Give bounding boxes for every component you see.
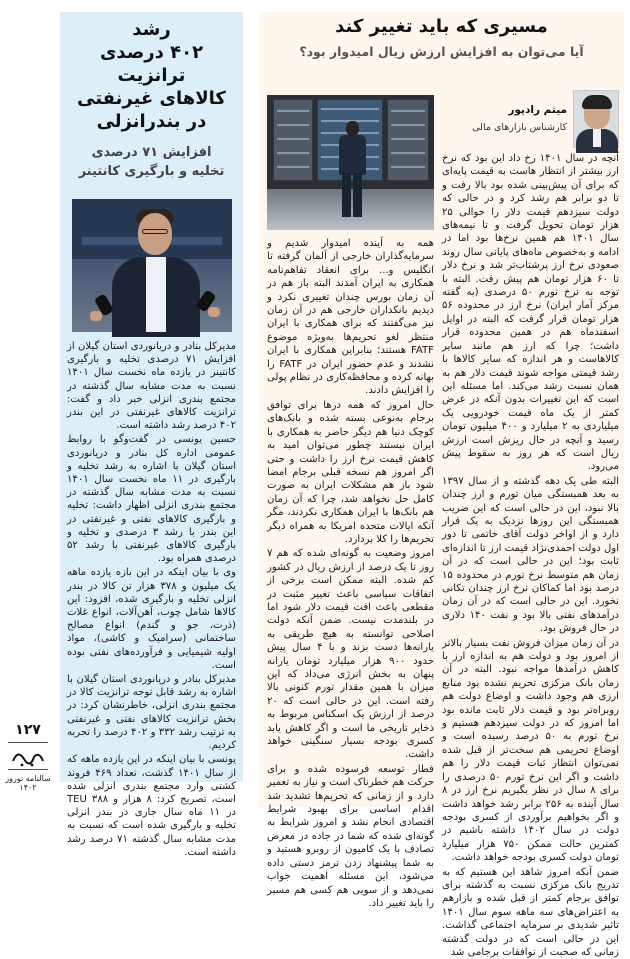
sidebar-title-line: ۴۰۲ درصدی xyxy=(99,42,204,63)
magazine-logo xyxy=(8,742,48,770)
official-photo xyxy=(72,199,232,332)
logo-glyph-icon xyxy=(8,743,48,771)
paragraph: فطار توسعه فرسوده شده و برای حرکت هم خطرناک است و نیاز به تعمیر دارد و از زمانی که تحریم‌ها تشدید شد اقدام اساسی برای بهبود شرایط اقتصادی انجام نشد و امروز شرایط به گونه‌ای شده که شما در جاده در معرض تصادف با یک کامیون از روبرو هستید و به شما پیشنهاد زدن ترمز دستی داده می‌شود، این مسئله اهمیت جواب نمی‌دهد و از سویی هم کسی هم مسیر را باید تغییر داد. xyxy=(267,763,434,909)
paragraph: وی با بیان اینکه در این بازه یازده ماهه یک میلیون و ۳۷۸ هزار تن کالا در بندر انزلی تخلیه و بارگیری شده، افزود: این کالاها شامل چوب، آهن‌آلات، انواع غلات (ذرت، جو و گندم) انواع مصالح ساختمانی (سرامیک و کاشی)، مواد اولیه شیمیایی و فرآورده‌های نفتی بوده است. xyxy=(67,567,236,671)
sidebar-subtitle xyxy=(60,143,243,181)
paragraph: امروز وضعیت به گونه‌ای شده که هم ۷ روز تا یک درصد از ارزش ریال در کشور کم شده. البته ممکن است برخی از اتفاقات سیاسی باعث تغییر مثبت در مقطعی باعث افت قیمت دلار شود اما در بلندمدت نیست. ضمن آنکه دولت اصلاحی توانسته به هیچ طریقی به یارانه‌ها دست بزند و با ۴ سال پیش حدود ۹۰۰ هزار میلیارد تومان یارانه پنهان به بخش انرژی می‌داد که این میزان با همین مقدار تورم کنونی بالا رفته است. این در حالی است که ۲۰ درصد از ارزش یک اسکناس مربوط به ذخایر تاریخی ما است و اگر کاهش یابد کسری بودجه بسیار سنگینی خواهد داشت. xyxy=(267,548,434,761)
sidebar-title-line: ترانزیت xyxy=(117,65,186,86)
main-article xyxy=(259,12,624,958)
sidebar-title-line: در بندرانزلی xyxy=(96,111,207,132)
author-photo xyxy=(573,90,619,148)
author-role: کارشناس بازارهای مالی xyxy=(472,122,567,133)
paragraph: البته طی یک دهه گذشته و از سال ۱۳۹۷ به بعد همبستگی میان تورم و ارز چندان بالا نبود، این در حالی است که این ضریب همبستگی این روزها نزدیک به یک قرار دارد و از اواخر دولت آقای خاتمی تا دور اول دولت احمدی‌نژاد قیمت ارز تا اندازه‌ای ثابت بود؛ این در حالی است که در آن زمان هم متوسط نرخ تورم در محدوده ۱۵ درصد بود اما کماکان نرخ ارز چندان تکانی نخورد. این در حالی است که در آن زمان درآمدهای نفتی بالا بود و نفت ۱۴۰ دلاری در حال فروش بود. xyxy=(441,475,619,635)
paragraph: مدیرکل بنادر و دریانوردی استان گیلان با اشاره به رشد قابل توجه ترانزیت کالا در مجتمع بندری انزلی، خاطرنشان کرد: در بخش ترانزیت کالاهای نفتی و غیرنفتی به ترتیب رشد ۳۳۲ و ۴۰۲ درصد را تجربه کردیم. xyxy=(67,674,236,752)
paragraph: حال امروز که همه درها برای توافق برجام به‌نوعی بسته شده و بانک‌های کوچک دنیا هم دیگر حاضر به همکاری با ایران نیستند چطور می‌توان امید به کاهش قیمت نرخ ارز را داشت و حتی اگر امروز هم نسخه قبلی برجام امضا شود باز هم مشکلات ایران به صورت کامل حل نخواهد شد، چرا که آن زمان هم بانک‌ها با ایران همکاری نکردند، مگر آنکه ایالات متحده امریکا به همراه دیگر تحریم‌ها را کلا بردارد. xyxy=(267,399,434,545)
paragraph: آنچه در سال ۱۴۰۱ رخ داد این بود که نرخ ارز بیشتر از انتظار هاست به قیمت پایه‌ای که برای آن پیش‌بینی شده بود بالا رفت و تا دو برابر هم رشد کرد و در حالی که دولت سیزدهم قیمت دلار را حوالی ۲۵ هزار تومان تحویل گرفت و تا نیمه‌های سال ۱۴۰۱ هم همین نرخ‌ها بود اما در ادامه و به‌خصوص ماه‌های پایانی سال روند صعودی نرخ ارز پرشتاب‌تر شد و نرخ دلار تا ۶۰ هزار تومان هم پیش رفت. البته با توجه به نرخ تورم ۵۰ درصدی (به گفته مرکز آمار ایران) نرخ ارز در محدوده ۵۶ هزار تومان قرار گرفت که البته در اوایل اسفندماه هم در همین محدوده قرار داشت؛ چرا که ارز هم مانند سایر کالاهاست و هر اندازه که سایر کالاها با رشد قیمتی مواجه شوند قیمت دلار هم به همان نسبت رشد می‌کند. اما مسئله این است که این تغییرات بدون آنکه در عرض کمتر از یک ماه قیمت خودرویی یک میلیاردی به ۲ میلیارد و ۴۰۰ میلیون تومان رسید و آنچه در حال ریزش است ارزش ریال است که هر روز به سقوط پیش می‌رود. xyxy=(442,153,619,473)
paragraph: ضمن آنکه امروز شاهد این هستیم که به تدریج بانک مرکزی نسبت به گذشته برای توافق برجام کمتر از قبل شده و بازارهم به اعتراض‌های سه ماهه سوم سال ۱۴۰۱ تاثیر شدیدی بر سرمایه اجتماعی گذاشت. این در حالی است که در دولت گذشته زمانی که صحبت از توافقات برجامی شد xyxy=(442,866,619,958)
sidebar-body xyxy=(60,332,243,859)
paragraph: مدیرکل بنادر و دریانوردی استان گیلان از افزایش ۷۱ درصدی تخلیه و بارگیری کانتینر در یازده ماه نخست سال ۱۴۰۱ نسبت به مدت مشابه سال گذشته در مجتمع بندری انزلی خبر داد و گفت: ترانزیت کالاهای غیرنفتی در این بندر ۴۰۲ درصد رشد داشته است. xyxy=(67,341,236,432)
author-box xyxy=(442,90,619,150)
author-name: میثم رادپور xyxy=(508,104,567,116)
sidebar-news xyxy=(60,12,243,858)
paragraph: همه به آینده امیدوار شدیم و سرمایه‌گذاران خارجی از آلمان گرفته تا انگلیس و... برای انعقاد تفاهم‌نامه همکاری به ایران آمدند البته باز هم در آن زمان بورس چندان تغییری نکرد و دیدیم بانکداران خارجی هم در آن زمان نیز می‌گفتند که برای همکاری با ایران منتظر لغو تحریم‌ها به‌ویژه موضوع FATF هستند؛ بنابراین همکاری با ایران نشدند و عدم حضور ایران در FATF را بهانه کرده و محافظه‌کاری در نظام پولی را افزایش دادند. xyxy=(267,238,434,397)
page-number: ۱۲۷ xyxy=(15,722,41,738)
issue-label: سالنامه نوروز ۱۴۰۲ xyxy=(5,774,51,792)
paragraph: در آن زمان میزان فروش نفت بسیار بالاتر از امروز بود و دولت هم به اندازه ارز با کاهش درآمدها مواجه نبود. البته در آن زمان بانک مرکزی تحریم نشده بود منابع ارزی هم وجود داشت و اوضاع دولت هم روبراه‌تر بود و قیمت دلار ثابت مانده بود اما امروز که در دولت سیزدهم هستیم و نرخ تورم به ۵۰ درصد رسیده است و اوضاع تحریمی هم سخت‌تر از قبل شده نمی‌توان انتظار ثبات قیمت دلار را هم داشت و اگر این نرخ تورم ۵۰ درصدی را برای ۸ سال در نظر بگیریم نرخ ارز در ۸ سال آینده به ۲۵۶ برابر رشد خواهد داشت و اگر بخواهیم برآوردی از کسری بودجه دولت در سال ۱۴۰۲ داشته باشیم در کمترین حالت ممکن ۷۵۰ هزار میلیارد تومان دولت کسری بودجه خواهد داشت. xyxy=(442,637,620,864)
sidebar-subtitle-line: تخلیه و بارگیری کانتینر xyxy=(78,164,225,179)
stock-exchange-photo xyxy=(267,95,434,230)
article-subtitle: آیا می‌توان به افزایش ارزش ریال امیدوار بود؟ xyxy=(299,44,584,59)
paragraph: یونسی با بیان اینکه در این یازده ماهه که از سال ۱۴۰۱ گذشت، تعداد ۴۶۹ فروند کشتی وارد مجتمع بندری انزلی شده است، تصریح کرد: ۸ هزار و ۳۸۸ TEU در ۱۱ ماه سال جاری در بندر انزلی تخلیه و بارگیری شده است که نسبت به مدت مشابه سال گذشته ۷۱ درصد رشد داشته است. xyxy=(67,754,237,858)
article-title: مسیری که باید تغییر کند xyxy=(335,16,548,37)
article-column-right xyxy=(441,152,620,958)
sidebar-title-line: کالاهای غیرنفتی xyxy=(77,88,226,109)
article-column-left xyxy=(267,237,434,909)
sidebar-title-line: رشد xyxy=(132,19,171,40)
paragraph: حسین یونسی در گفت‌وگو با روابط عمومی اداره کل بنادر و دریانوردی استان گیلان با اشاره به رشد تخلیه و بارگیری در ۱۱ ماه نخست سال ۱۴۰۱ نسبت به مدت مشابه سال گذشته در مجتمع بندری انزلی اظهار داشت: تخلیه و بارگیری کالاهای نفتی و غیرنفتی در این بندر با رشد ۳ درصدی و تخلیه و بارگیری کالاهای غیرنفتی با رشد ۵۲ درصدی همراه بود. xyxy=(67,434,236,565)
sidebar-subtitle-line: افزایش ۷۱ درصدی xyxy=(91,145,212,160)
sidebar-title xyxy=(60,12,243,133)
